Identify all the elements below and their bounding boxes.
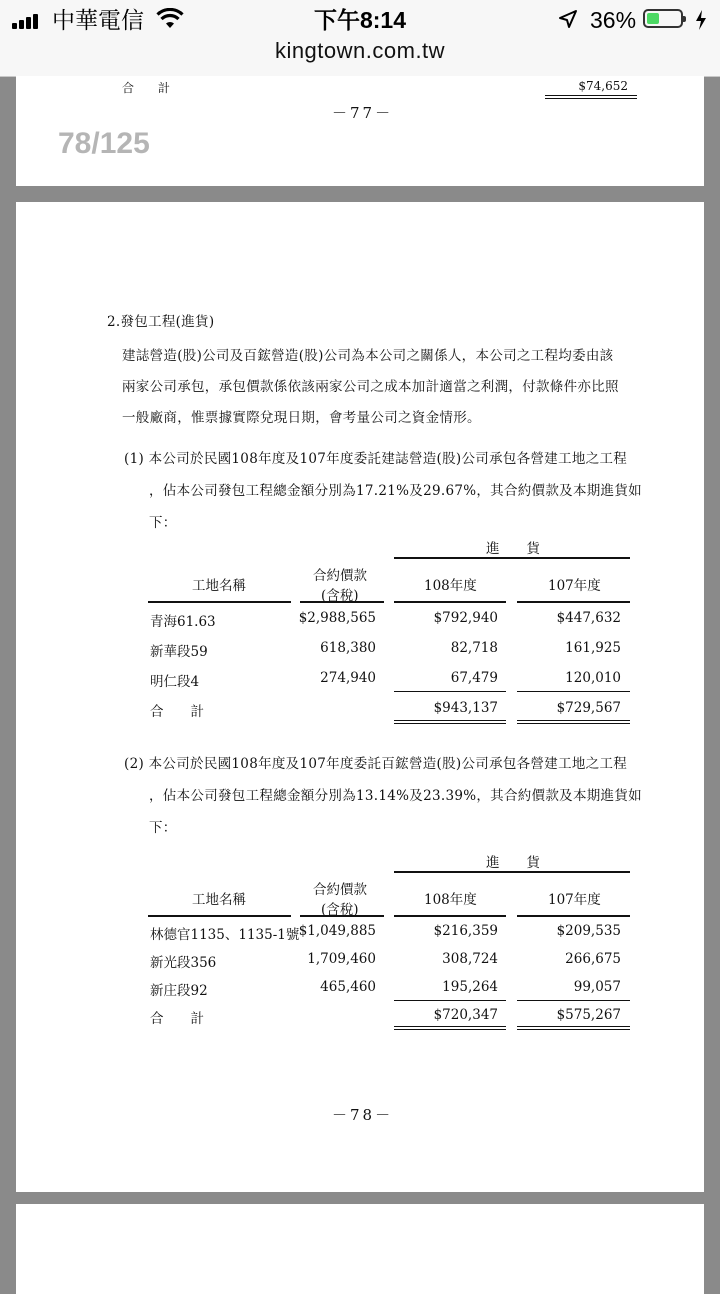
- table2-total-108: $720,347: [433, 1007, 498, 1023]
- table2-desc-line-1: (2) 本公司於民國108年度及107年度委託百鋐營造(股)公司承包各營建工地之工程: [124, 756, 628, 772]
- table1-header-108: 108年度: [424, 578, 477, 594]
- table-row-site: 新光段356: [150, 955, 217, 971]
- table-row-107: 120,010: [565, 670, 621, 686]
- rule: [394, 915, 506, 917]
- table-row-contract: $1,049,885: [298, 923, 376, 939]
- intro-line-2: 兩家公司承包，承包價款係依該兩家公司之成本加計適當之利潤，付款條件亦比照: [122, 379, 619, 395]
- table2-header-contract: 合約價款: [313, 882, 367, 898]
- double-underline: [394, 720, 506, 724]
- status-bar: [0, 0, 720, 77]
- table1-group-header: 進 貨: [486, 541, 540, 557]
- section-title: 2.發包工程(進貨): [107, 314, 215, 330]
- rule: [394, 691, 506, 692]
- table-row-107: $209,535: [556, 923, 621, 939]
- table-row-contract: $2,988,565: [298, 610, 376, 626]
- table2-header-108: 108年度: [424, 892, 477, 908]
- rule: [148, 915, 291, 917]
- table-row-site: 林德官1135、1135-1號: [150, 927, 300, 943]
- table1-total-107: $729,567: [556, 700, 621, 716]
- table-row-site: 明仁段4: [150, 674, 200, 690]
- table-row-108: $216,359: [433, 923, 498, 939]
- document-page-78: [16, 202, 704, 1192]
- table2-group-rule: [394, 871, 630, 873]
- table1-total-108: $943,137: [433, 700, 498, 716]
- charging-bolt-icon: [694, 9, 708, 31]
- table-row-107: $447,632: [556, 610, 621, 626]
- carrier-name: 中華電信: [52, 7, 144, 33]
- table-row-107: 99,057: [573, 979, 621, 995]
- table-row-107: 161,925: [565, 640, 621, 656]
- table1-header-contract-tax: (含稅): [321, 588, 359, 604]
- battery-icon: [643, 9, 683, 28]
- intro-line-3: 一般廠商，惟票據實際兌現日期，會考量公司之資金情形。: [122, 410, 481, 426]
- table-row-contract: 1,709,460: [307, 951, 376, 967]
- table-row-site: 青海61.63: [150, 614, 216, 630]
- double-underline: [545, 95, 637, 99]
- battery-percentage: 36%: [590, 7, 637, 33]
- table1-desc-line-3: 下：: [149, 515, 177, 531]
- table-row-108: $792,940: [433, 610, 498, 626]
- table1-header-contract: 合約價款: [313, 568, 367, 584]
- prev-total-label: 合 計: [122, 81, 171, 95]
- table-row-site: 新庄段92: [150, 983, 208, 999]
- double-underline: [517, 1026, 630, 1030]
- table-row-108: 67,479: [450, 670, 498, 686]
- double-underline: [517, 720, 630, 724]
- table2-desc-line-2: ，佔本公司發包工程總金額分別為13.14%及23.39%，其合約價款及本期進貨如: [149, 788, 642, 804]
- rule: [517, 1000, 630, 1001]
- prev-page-number: －77－: [332, 104, 394, 122]
- table-row-contract: 465,460: [320, 979, 376, 995]
- prev-total-value: $74,652: [578, 79, 628, 93]
- table1-desc-line-2: ，佔本公司發包工程總金額分別為17.21%及29.67%，其合約價款及本期進貨如: [149, 483, 642, 499]
- rule: [517, 915, 630, 917]
- address-bar-url[interactable]: kingtown.com.tw: [274, 38, 446, 63]
- rule: [148, 601, 291, 603]
- table-row-107: 266,675: [565, 951, 621, 967]
- rule: [300, 601, 384, 603]
- table-row-108: 82,718: [450, 640, 498, 656]
- page-counter: 78/125: [58, 127, 150, 160]
- location-arrow-icon: [558, 9, 578, 29]
- table2-group-header: 進 貨: [486, 855, 540, 871]
- rule: [394, 601, 506, 603]
- page-number: －78－: [332, 1106, 394, 1124]
- table1-header-site: 工地名稱: [192, 578, 246, 594]
- table-row-site: 新華段59: [150, 644, 208, 660]
- table1-desc-line-1: (1) 本公司於民國108年度及107年度委託建誌營造(股)公司承包各營建工地之工程: [124, 451, 628, 467]
- table2-header-107: 107年度: [548, 892, 601, 908]
- table1-header-107: 107年度: [548, 578, 601, 594]
- rule: [394, 1000, 506, 1001]
- document-page-77: [16, 76, 704, 186]
- table1-total-label: 合 計: [150, 704, 204, 720]
- table-row-contract: 274,940: [320, 670, 376, 686]
- rule: [517, 691, 630, 692]
- table2-total-label: 合 計: [150, 1011, 204, 1027]
- double-underline: [394, 1026, 506, 1030]
- table-row-108: 308,724: [442, 951, 498, 967]
- clock-time: 下午8:14: [313, 7, 407, 33]
- table2-header-site: 工地名稱: [192, 892, 246, 908]
- table-row-108: 195,264: [442, 979, 498, 995]
- intro-line-1: 建誌營造(股)公司及百鋐營造(股)公司為本公司之關係人，本公司之工程均委由該: [122, 348, 614, 364]
- table2-total-107: $575,267: [556, 1007, 621, 1023]
- table-row-contract: 618,380: [320, 640, 376, 656]
- table1-group-rule: [394, 557, 630, 559]
- rule: [517, 601, 630, 603]
- table2-header-contract-tax: (含稅): [321, 902, 359, 918]
- table2-desc-line-3: 下：: [149, 820, 177, 836]
- rule: [300, 915, 384, 917]
